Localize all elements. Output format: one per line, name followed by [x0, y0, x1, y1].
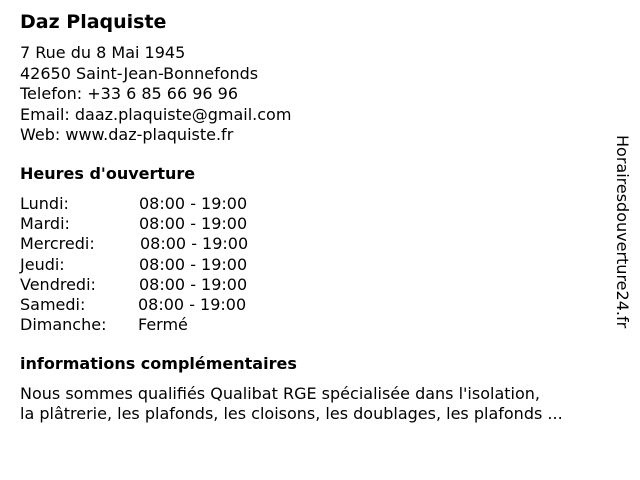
email-address: Email: daaz.plaquiste@gmail.com	[20, 104, 292, 124]
day-label: Vendredi:	[20, 274, 96, 294]
address-street: 7 Rue du 8 Mai 1945	[20, 43, 186, 62]
website: Web: www.daz-plaquiste.fr	[20, 125, 234, 144]
phone-number: Telefon: +33 6 85 66 96 96	[20, 84, 239, 103]
day-label: Jeudi:	[20, 254, 65, 274]
time-value: 08:00 - 19:00	[139, 254, 248, 274]
time-value: 08:00 - 19:00	[138, 294, 247, 314]
description-line: la plâtrerie, les plafonds, les cloisons, les doublages, les plafonds ...	[20, 404, 563, 423]
site-watermark: Horairesdouverture24.fr	[613, 135, 632, 329]
hours-table	[20, 194, 320, 335]
hours-row-saturday	[20, 295, 320, 315]
business-name: Daz Plaquiste	[20, 11, 167, 33]
time-value: 08:00 - 19:00	[140, 234, 249, 254]
time-value: 08:00 - 19:00	[139, 274, 248, 294]
hours-row-thursday	[20, 255, 320, 275]
day-label: Dimanche:	[20, 315, 107, 335]
day-label: Lundi:	[20, 194, 69, 213]
time-value: 08:00 - 19:00	[139, 214, 248, 234]
contact-block	[20, 43, 291, 146]
time-value: 08:00 - 19:00	[139, 194, 248, 213]
day-label: Mercredi:	[20, 234, 95, 254]
hours-row-wednesday	[20, 234, 320, 254]
hours-row-sunday	[20, 315, 320, 335]
day-label: Mardi:	[20, 214, 70, 234]
hours-row-monday	[20, 194, 320, 214]
hours-row-friday	[20, 275, 320, 295]
description-line: Nous sommes qualifiés Qualibat RGE spécialisée dans l'isolation,	[20, 384, 540, 403]
time-value: Fermé	[138, 315, 188, 335]
address-city: 42650 Saint-Jean-Bonnefonds	[20, 63, 259, 83]
day-label: Samedi:	[20, 294, 86, 314]
hours-row-tuesday	[20, 214, 320, 234]
hours-heading: Heures d'ouverture	[20, 164, 196, 183]
description-text	[20, 384, 620, 424]
info-heading: informations complémentaires	[20, 354, 297, 373]
